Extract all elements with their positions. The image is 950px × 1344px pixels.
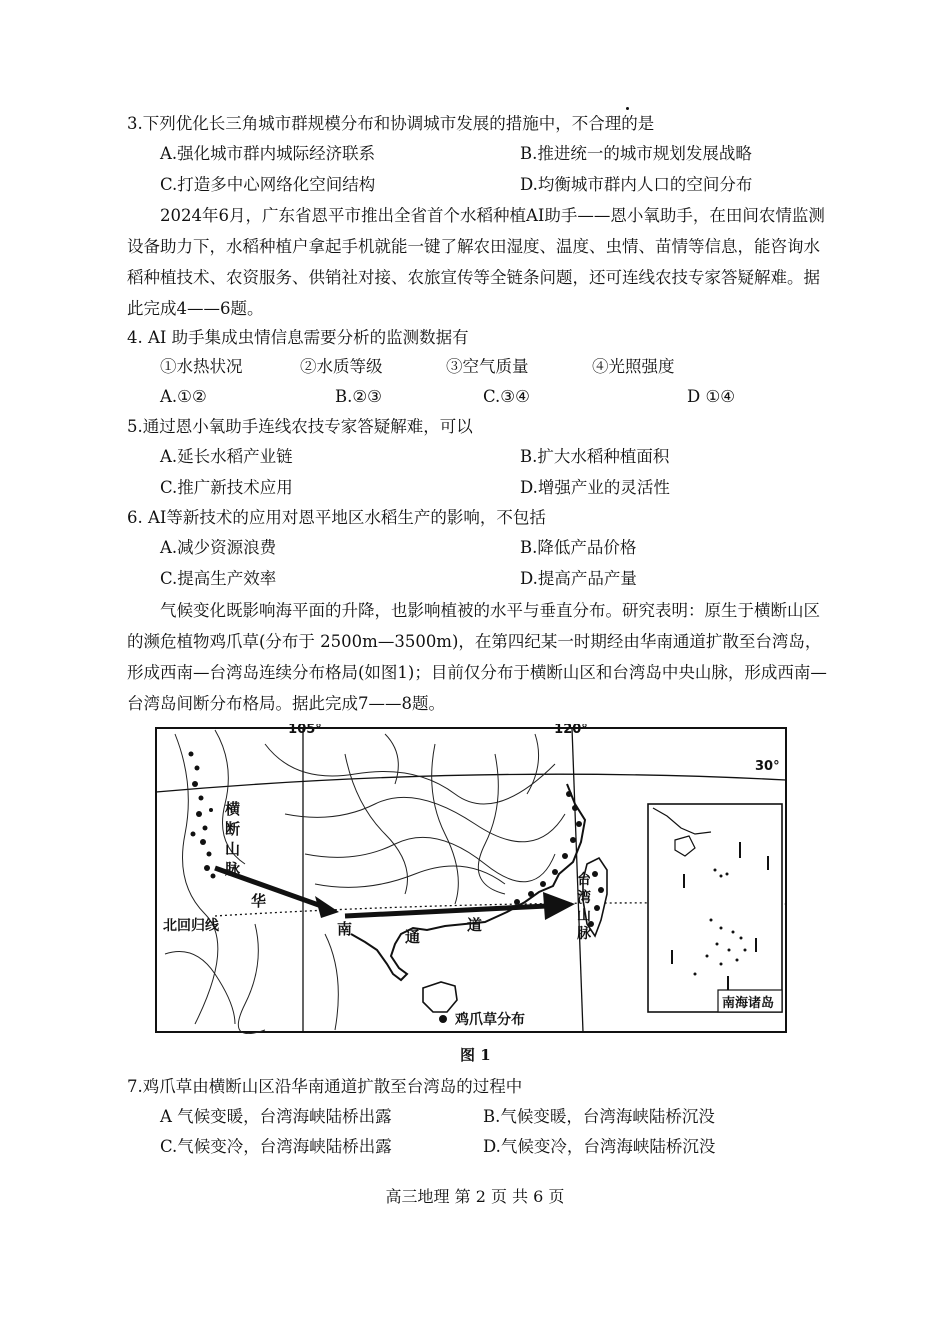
q6-option-a: A.减少资源浪费: [160, 538, 277, 557]
q5-option-a: A.延长水稻产业链: [160, 447, 293, 466]
q5-stem: 5.通过恩小氧助手连线农技专家答疑解难，可以: [127, 417, 473, 436]
q4-option-c: C.③④: [483, 387, 530, 406]
label-taiwan-2: 湾: [577, 890, 591, 906]
label-corridor-4: 道: [467, 916, 483, 934]
q3-option-a: A.强化城市群内城际经济联系: [160, 144, 376, 163]
q4-option-d: D ①④: [687, 387, 736, 406]
q4-item-4: ④光照强度: [592, 357, 675, 376]
inset-label: 南海诸岛: [722, 996, 775, 1011]
q6-option-c: C.提高生产效率: [160, 569, 277, 588]
q4-option-b: B.②③: [335, 387, 382, 406]
q7-option-c: C.气候变冷，台湾海峡陆桥出露: [160, 1137, 392, 1156]
label-hengduan-3: 山: [225, 840, 241, 858]
passage-1: [127, 200, 827, 324]
label-taiwan-4: 脉: [577, 926, 591, 942]
q3-option-d: D.均衡城市群内人口的空间分布: [520, 175, 753, 194]
q5-option-d: D.增强产业的灵活性: [520, 478, 670, 497]
label-hengduan-1: 横: [225, 800, 241, 818]
passage-2: [127, 595, 827, 719]
q5-option-b: B.扩大水稻种植面积: [520, 447, 670, 466]
q3-option-c: C.打造多中心网络化空间结构: [160, 175, 376, 194]
q4-stem: 4. AI 助手集成虫情信息需要分析的监测数据有: [127, 328, 469, 347]
label-lat-30: 30°: [755, 759, 780, 774]
passage-1-text: 2024年6月，广东省恩平市推出全省首个水稻种植AI助手——恩小氧助手，在田间农情监测设备助力下，水稻种植户拿起手机就能一键了解农田湿度、温度、虫情、苗情等信息，能咨询水稻种植技术、农资服务、供销社对接、农旅宣传等全链条问题，还可连线农技专家答疑解难。据此完成4——6题。: [127, 206, 825, 318]
q7-option-b: B.气候变暖，台湾海峡陆桥沉没: [483, 1107, 715, 1126]
label-hengduan-4: 脉: [225, 860, 241, 878]
q6-option-d: D.提高产品产量: [520, 569, 637, 588]
label-corridor-2: 南: [337, 920, 353, 938]
q4-item-2: ②水质等级: [300, 357, 383, 376]
map-figure: [155, 724, 788, 1034]
passage-2-text: 气候变化既影响海平面的升降，也影响植被的水平与垂直分布。研究表明：原生于横断山区的濒危植物鸡爪草(分布于 2500m—3500m)，在第四纪某一时期经由华南通道扩散至台湾岛，形成西南—台湾岛连续分布格局(如图1)；目前仅分布于横断山区和台湾岛中央山脉，形成西南—台湾岛间断分布格局。据此完成7——8题。: [127, 601, 827, 713]
q6-option-b: B.降低产品价格: [520, 538, 637, 557]
q7-option-a: A 气候变暖，台湾海峡陆桥出露: [160, 1107, 392, 1126]
inset-frame: [648, 804, 782, 1012]
q7-stem: 7.鸡爪草由横断山区沿华南通道扩散至台湾岛的过程中: [127, 1077, 523, 1096]
q3-stem: 3.下列优化长三角城市群规模分布和协调城市发展的措施中，不合理的是: [127, 114, 655, 133]
label-tropic: 北回归线: [163, 918, 219, 934]
label-taiwan-3: 山: [577, 908, 591, 924]
q4-item-1: ①水热状况: [160, 357, 243, 376]
label-hengduan-2: 断: [225, 820, 241, 838]
label-lon-120: 120°: [554, 724, 588, 737]
legend-dot: [439, 1015, 447, 1023]
q6-stem: 6. AI等新技术的应用对恩平地区水稻生产的影响，不包括: [127, 508, 546, 527]
label-taiwan-1: 台: [577, 872, 591, 888]
label-lon-105: 105°: [288, 724, 322, 737]
label-corridor-3: 通: [405, 928, 421, 946]
emphasis-dot: [626, 107, 629, 110]
q3-option-b: B.推进统一的城市规划发展战略: [520, 144, 752, 163]
q5-option-c: C.推广新技术应用: [160, 478, 293, 497]
figure-caption: 图 1: [460, 1046, 491, 1064]
label-corridor-1: 华: [251, 892, 267, 910]
legend-label: 鸡爪草分布: [455, 1012, 525, 1028]
q7-option-d: D.气候变冷，台湾海峡陆桥沉没: [483, 1137, 716, 1156]
q4-option-a: A.①②: [160, 387, 207, 406]
q4-item-3: ③空气质量: [446, 357, 529, 376]
page-footer: 高三地理 第 2 页 共 6 页: [385, 1187, 565, 1206]
